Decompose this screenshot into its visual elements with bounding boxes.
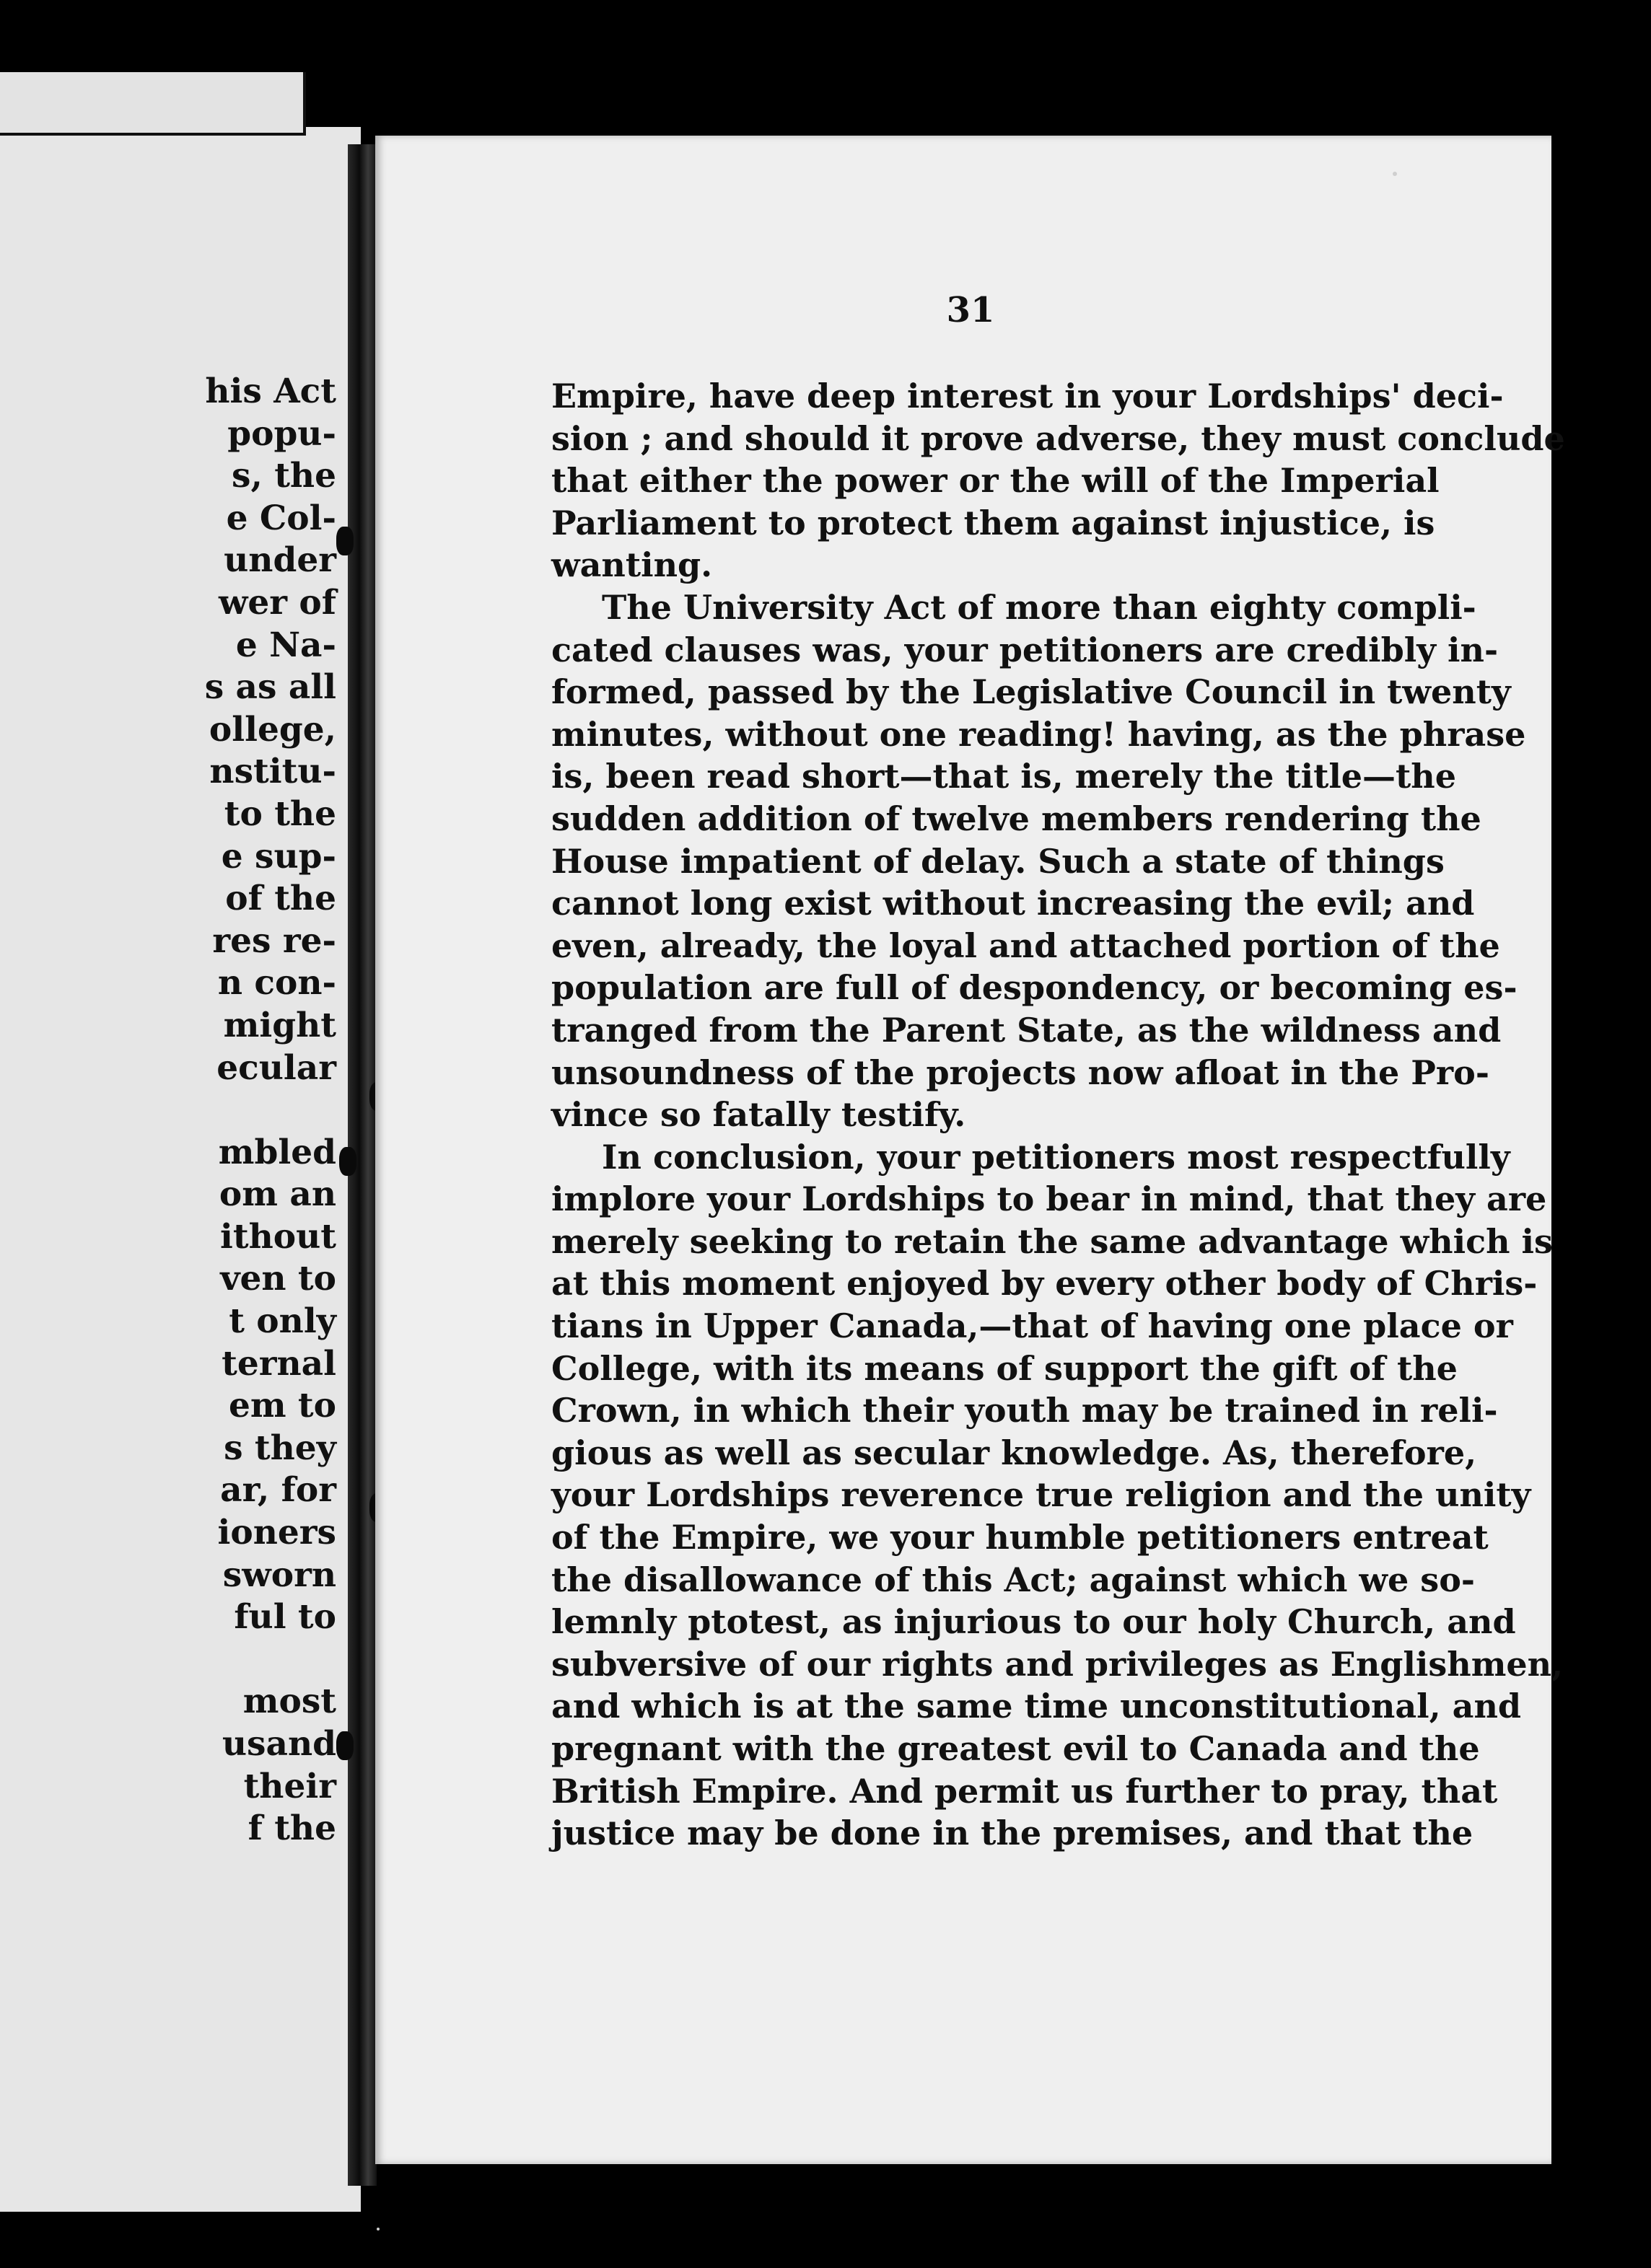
text-line: Empire, have deep interest in your Lordships' deci- (551, 377, 1504, 416)
text-line: your Lordships reverence true religion and the unity (551, 1475, 1531, 1515)
left-facing-page (0, 127, 361, 2212)
left-page-line: s they (224, 1428, 336, 1468)
text-line: In conclusion, your petitioners most respectfully (602, 1137, 1510, 1177)
left-page-line: ioners (217, 1513, 336, 1553)
page-number: 31 (946, 290, 995, 330)
left-page-line: f the (248, 1808, 336, 1849)
left-page-text (33, 371, 336, 1850)
left-page-top-edge (0, 72, 306, 133)
left-page-line: most (242, 1682, 336, 1722)
text-line: that either the power or the will of the Imperial (551, 461, 1440, 501)
left-page-line: ven to (220, 1259, 336, 1299)
left-page-line: em to (228, 1386, 336, 1426)
text-line: British Empire. And permit us further to pray, that (551, 1771, 1498, 1811)
left-page-line: of the (225, 879, 336, 919)
text-line: unsoundness of the projects now afloat in the Pro- (551, 1052, 1489, 1092)
left-page-line: ollege, (209, 709, 336, 750)
text-line: tians in Upper Canada,—that of having one place or (551, 1306, 1513, 1346)
text-line: merely seeking to retain the same advantage which is (551, 1221, 1553, 1261)
left-page-line: sworn (222, 1555, 336, 1595)
left-page-line: om an (219, 1174, 336, 1215)
binding-mark (336, 1731, 354, 1760)
left-page-line: s as all (204, 667, 336, 708)
left-page-line: to the (224, 794, 336, 834)
left-page-line: might (223, 1005, 336, 1045)
text-line: lemnly ptotest, as injurious to our holy Church, and (551, 1602, 1516, 1642)
text-line: tranged from the Parent State, as the wildness and (551, 1010, 1502, 1050)
text-line: cannot long exist without increasing the evil; and (551, 884, 1475, 923)
text-line: is, been read short—that is, merely the title—the (551, 757, 1457, 796)
text-line: implore your Lordships to bear in mind, that they are (551, 1179, 1547, 1219)
text-line: even, already, the loyal and attached portion of the (551, 926, 1500, 965)
left-page-line: e Na- (235, 625, 336, 665)
main-text-body (551, 375, 1565, 1855)
text-line: and which is at the same time unconstitutional, and (551, 1687, 1522, 1726)
left-page-line: under (224, 540, 336, 581)
left-page-line: ithout (220, 1216, 336, 1257)
text-line: the disallowance of this Act; against which we so- (551, 1560, 1475, 1599)
left-page-line: t only (229, 1301, 336, 1342)
left-page-line: ful to (234, 1597, 336, 1638)
left-page-line: ecular (216, 1047, 336, 1088)
text-line: pregnant with the greatest evil to Canada and the (551, 1729, 1480, 1768)
left-page-line: popu- (227, 413, 336, 454)
text-line: sudden addition of twelve members rendering the (551, 799, 1481, 838)
text-line: of the Empire, we your humble petitioners entreat (551, 1518, 1489, 1557)
paper-speck (377, 2228, 380, 2230)
text-line: at this moment enjoyed by every other body of Chris- (551, 1264, 1538, 1304)
text-line: subversive of our rights and privileges as Englishmen, (551, 1644, 1564, 1684)
left-page-line: s, the (232, 456, 336, 496)
left-page-line: res re- (212, 920, 336, 961)
text-line: wanting. (551, 545, 713, 585)
left-page-line (33, 1089, 336, 1132)
left-page-line: their (243, 1766, 336, 1806)
left-page-line: e Col- (226, 498, 336, 538)
text-line: population are full of despondency, or becoming es- (551, 968, 1518, 1008)
paper-speck (1393, 172, 1397, 176)
binding-mark (336, 527, 354, 555)
text-line: cated clauses was, your petitioners are credibly in- (551, 630, 1499, 669)
text-line: vince so fatally testify. (551, 1095, 966, 1135)
binding-mark (339, 1147, 356, 1176)
left-page-line: ternal (222, 1343, 336, 1384)
left-page-line: e sup- (221, 836, 336, 876)
left-page-line: wer of (218, 582, 336, 623)
text-line: The University Act of more than eighty compli- (602, 587, 1476, 627)
text-line: formed, passed by the Legislative Council in twenty (551, 672, 1511, 712)
text-line: sion ; and should it prove adverse, they must conclude (551, 418, 1565, 458)
text-line: minutes, without one reading! having, as the phrase (551, 714, 1526, 754)
left-page-line: n con- (217, 963, 336, 1003)
text-line: House impatient of delay. Such a state of things (551, 841, 1445, 881)
text-line: Crown, in which their youth may be trained in reli- (551, 1391, 1498, 1430)
left-page-line: nstitu- (209, 752, 336, 792)
text-line: College, with its means of support the gift of the (551, 1348, 1458, 1388)
text-line: Parliament to protect them against injustice, is (551, 503, 1435, 542)
left-page-line: his Act (205, 372, 336, 411)
left-page-line: usand (222, 1724, 336, 1764)
text-line: gious as well as secular knowledge. As, therefore, (551, 1433, 1477, 1472)
left-page-line: ar, for (220, 1470, 336, 1511)
left-page-line (33, 1639, 336, 1682)
text-line: justice may be done in the premises, and that the (551, 1814, 1473, 1853)
left-page-line: mbled (218, 1132, 336, 1172)
